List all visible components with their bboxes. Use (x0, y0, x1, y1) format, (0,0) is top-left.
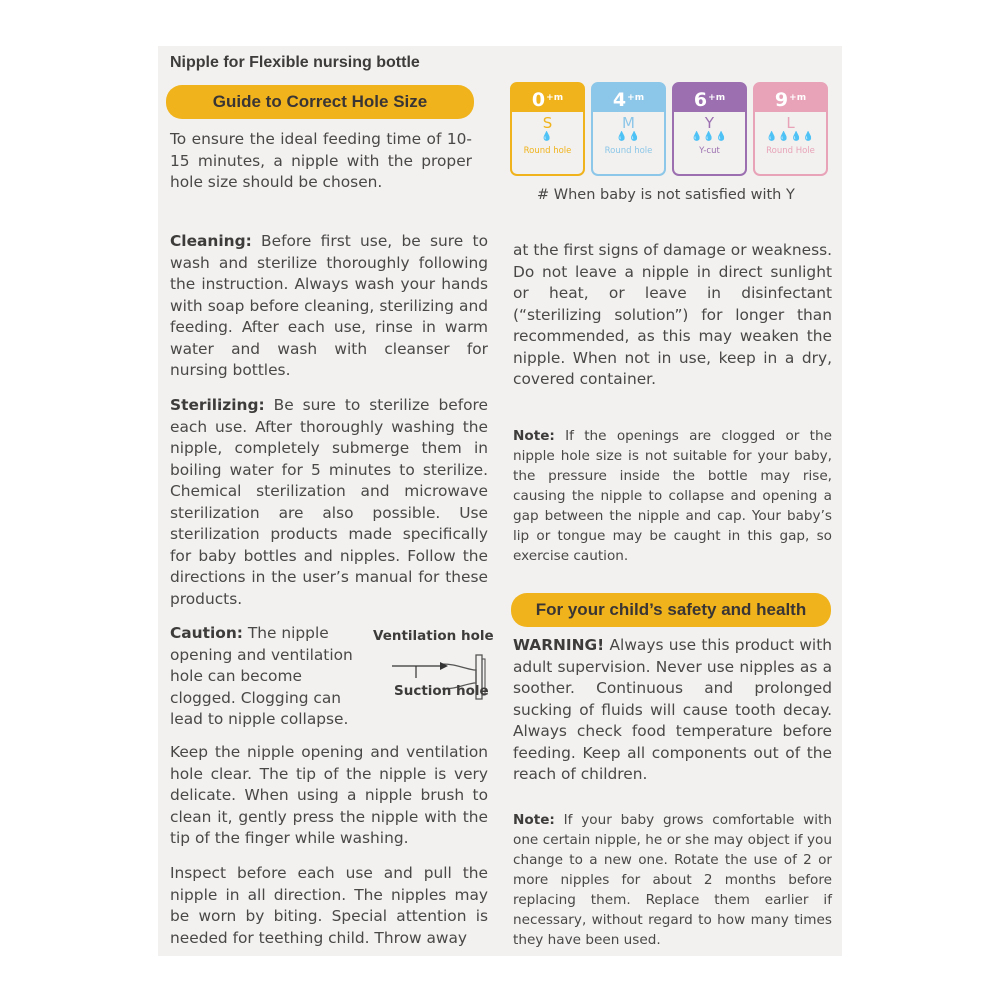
size-letter: S (542, 114, 553, 132)
note-label: Note: (513, 428, 555, 444)
cleaning-text: Before first use, be sure to wash and sterilize thoroughly following the instruction. Always wash your hands with soap before cleaning, sterilizing and feeding. After each use, rinse in warm water and wash with cleanser for nursing bottles. (170, 232, 488, 379)
size-letter: Y (704, 114, 715, 132)
page-title: Nipple for Flexible nursing bottle (170, 54, 420, 71)
hole-type: Round Hole (766, 146, 815, 156)
warning-paragraph (513, 635, 832, 786)
ventilation-arrow (440, 662, 448, 670)
size-letter: L (786, 114, 795, 132)
hole-type: Y-cut (699, 146, 720, 156)
size-age: $4^{+m}$ (593, 84, 664, 112)
nipple-illustration (370, 628, 495, 720)
note-text: If your baby grows comfortable with one certain nipple, he or she may object if you change to a new one. Rotate the use of 2 or more nipples for about 2 months before replacing them. Replace them earlier if necessary, without regard to how many times they have been used. (513, 812, 832, 948)
size-card-s (510, 82, 585, 176)
drop-icon: 💧💧💧 (691, 132, 728, 142)
size-age: $0^{+m}$ (512, 84, 583, 112)
size-card-l (753, 82, 828, 176)
sterilizing-text: Be sure to sterilize before each use. After thoroughly washing the nipple, completely submerge them in boiling water for 5 minutes to sterilize. Chemical sterilization and microwave sterilization are also possible. Use sterilization products made specifically for baby bottles and nipples. Follow the directions in the user’s manual for these products. (170, 396, 488, 608)
hole-type: Round hole (523, 146, 572, 156)
warning-label: WARNING! (513, 636, 605, 654)
note-label: Note: (513, 812, 555, 828)
nipple-diagram (370, 628, 495, 720)
note-clogging-paragraph (513, 426, 832, 566)
drop-icon: 💧 (541, 132, 554, 142)
drop-icon: 💧💧 (616, 132, 641, 142)
sterilizing-label: Sterilizing: (170, 396, 265, 414)
cleaning-label: Cleaning: (170, 232, 252, 250)
caution-paragraph (170, 623, 366, 731)
keep-clear-paragraph: Keep the nipple opening and ventilation hole clear. The tip of the nipple is very delicate. When using a nipple brush to clean it, gently press the nipple with the tip of the finger while washing. (170, 743, 488, 847)
safety-heading: For your child’s safety and health (511, 593, 831, 627)
size-age: $9^{+m}$ (755, 84, 826, 112)
drop-icon: 💧💧💧💧 (766, 132, 815, 142)
size-card-y (672, 82, 747, 176)
caution-label: Caution: (170, 624, 243, 642)
hole-size-chart (510, 82, 830, 178)
inspect-paragraph: Inspect before each use and pull the nipple in all direction. The nipples may be worn by biting. Special attention is needed for teething child. Throw away (170, 864, 488, 947)
guide-text: To ensure the ideal feeding time of 10-15 minutes, a nipple with the proper hole size should be chosen. (170, 130, 472, 191)
caution-text: The nipple opening and ventilation hole can become clogged. Clogging can lead to nipple collapse. (170, 624, 353, 728)
note-text: If the openings are clogged or the nipple hole size is not suitable for your baby, the pressure inside the bottle may rise, causing the nipple to collapse and opening a gap between the nipple and cap. Your baby’s lip or tongue may be caught in this gap, so exercise caution. (513, 428, 832, 564)
guide-heading: Guide to Correct Hole Size (166, 85, 474, 119)
note-rotation-paragraph (513, 810, 832, 950)
warning-text: Always use this product with adult supervision. Never use nipples as a soother. Continuous and prolonged sucking of fluids will cause tooth decay. Always check food temperature before feeding. Keep all components out of the reach of children. (513, 636, 832, 783)
cleaning-paragraph (170, 231, 488, 382)
sterilizing-paragraph (170, 395, 488, 610)
ventilation-hole-label: Ventilation hole (373, 628, 494, 644)
size-letter: M (622, 114, 635, 132)
size-note: # When baby is not satisfied with Y (537, 187, 795, 203)
hole-type: Round hole (604, 146, 653, 156)
suction-hole-label: Suction hole (394, 683, 489, 699)
inspect-continued-paragraph: at the first signs of damage or weakness. Do not leave a nipple in direct sunlight or heat, or leave in disinfectant (“sterilizing solution”) for longer than recommended, as this may weaken the nipple. When not in use, keep in a dry, covered container. (513, 241, 832, 388)
size-card-m (591, 82, 666, 176)
size-age: $6^{+m}$ (674, 84, 745, 112)
